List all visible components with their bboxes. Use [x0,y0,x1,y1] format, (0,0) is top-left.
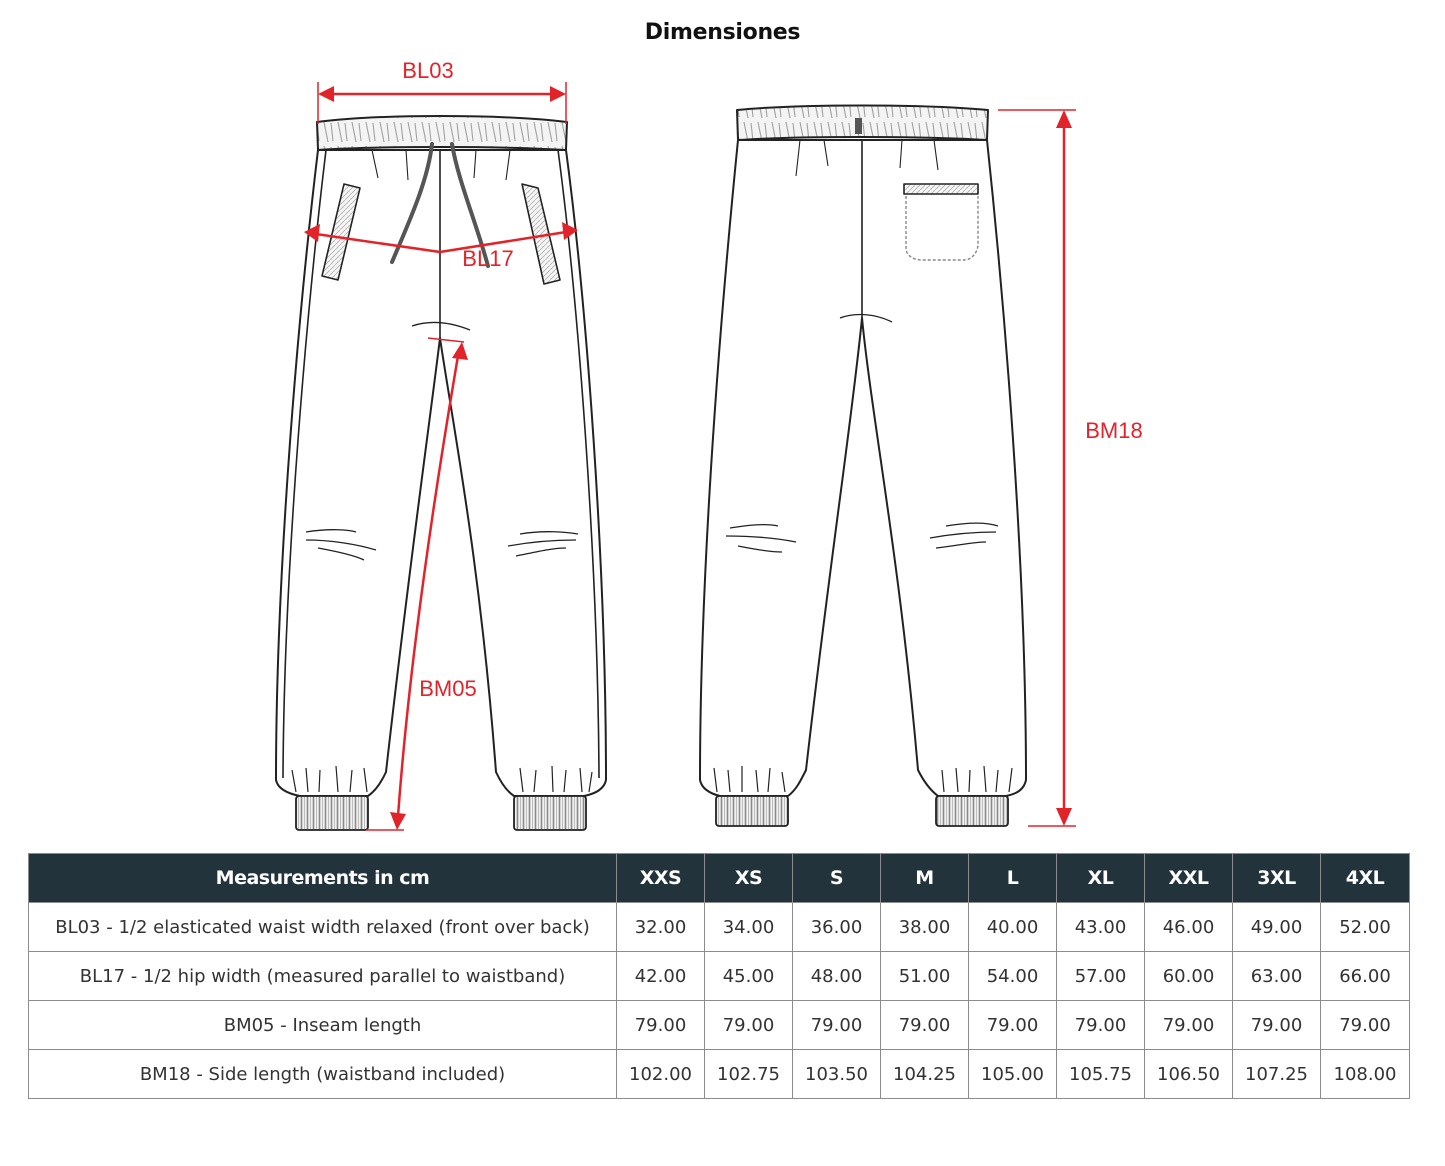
label-bm18: BM18 [1085,418,1143,443]
table-cell: 60.00 [1145,952,1233,1001]
table-cell: 66.00 [1321,952,1410,1001]
table-cell: 40.00 [969,903,1057,952]
table-cell: 34.00 [705,903,793,952]
table-cell: 79.00 [1145,1001,1233,1050]
front-waistband [317,116,567,150]
size-table [28,853,1410,1099]
front-left-cuff [296,796,368,830]
back-left-cuff [716,796,788,826]
table-cell: 49.00 [1233,903,1321,952]
table-row [29,1050,1410,1099]
table-cell: 102.75 [705,1050,793,1099]
table-cell: 79.00 [881,1001,969,1050]
table-cell: 79.00 [1321,1001,1410,1050]
table-cell: 63.00 [1233,952,1321,1001]
back-waistband [737,106,988,141]
label-bl03: BL03 [402,58,454,83]
row-label: BL03 - 1/2 elasticated waist width relaxed (front over back) [29,903,617,952]
header-size: XS [705,854,793,903]
table-cell: 103.50 [793,1050,881,1099]
table-cell: 46.00 [1145,903,1233,952]
header-size: M [881,854,969,903]
table-cell: 79.00 [1233,1001,1321,1050]
row-label: BL17 - 1/2 hip width (measured parallel to waistband) [29,952,617,1001]
front-view [276,116,606,830]
label-bl17: BL17 [462,246,514,271]
table-cell: 105.75 [1057,1050,1145,1099]
table-cell: 52.00 [1321,903,1410,952]
table-cell: 48.00 [793,952,881,1001]
table-header-row [29,854,1410,903]
table-cell: 38.00 [881,903,969,952]
page-title: Dimensiones [644,20,801,45]
table-cell: 107.25 [1233,1050,1321,1099]
header-size: 3XL [1233,854,1321,903]
header-size: 4XL [1321,854,1410,903]
table-cell: 51.00 [881,952,969,1001]
table-cell: 105.00 [969,1050,1057,1099]
table-cell: 79.00 [969,1001,1057,1050]
back-pants-outline [700,140,1026,796]
header-size: S [793,854,881,903]
table-cell: 79.00 [617,1001,705,1050]
header-measurements: Measurements in cm [29,854,617,903]
table-cell: 42.00 [617,952,705,1001]
label-bm05: BM05 [419,676,477,701]
table-row [29,1001,1410,1050]
front-right-cuff [514,796,586,830]
row-label: BM18 - Side length (waistband included) [29,1050,617,1099]
table-cell: 79.00 [1057,1001,1145,1050]
table-cell: 102.00 [617,1050,705,1099]
table-cell: 57.00 [1057,952,1145,1001]
header-size: L [969,854,1057,903]
table-cell: 108.00 [1321,1050,1410,1099]
table-cell: 79.00 [705,1001,793,1050]
table-cell: 45.00 [705,952,793,1001]
table-cell: 106.50 [1145,1050,1233,1099]
header-size: XL [1057,854,1145,903]
back-view [700,106,1026,827]
header-size: XXL [1145,854,1233,903]
table-cell: 79.00 [793,1001,881,1050]
table-row [29,952,1410,1001]
table-cell: 36.00 [793,903,881,952]
row-label: BM05 - Inseam length [29,1001,617,1050]
table-row [29,903,1410,952]
header-size: XXS [617,854,705,903]
table-cell: 32.00 [617,903,705,952]
table-cell: 104.25 [881,1050,969,1099]
table-cell: 54.00 [969,952,1057,1001]
back-right-cuff [936,796,1008,826]
table-cell: 43.00 [1057,903,1145,952]
